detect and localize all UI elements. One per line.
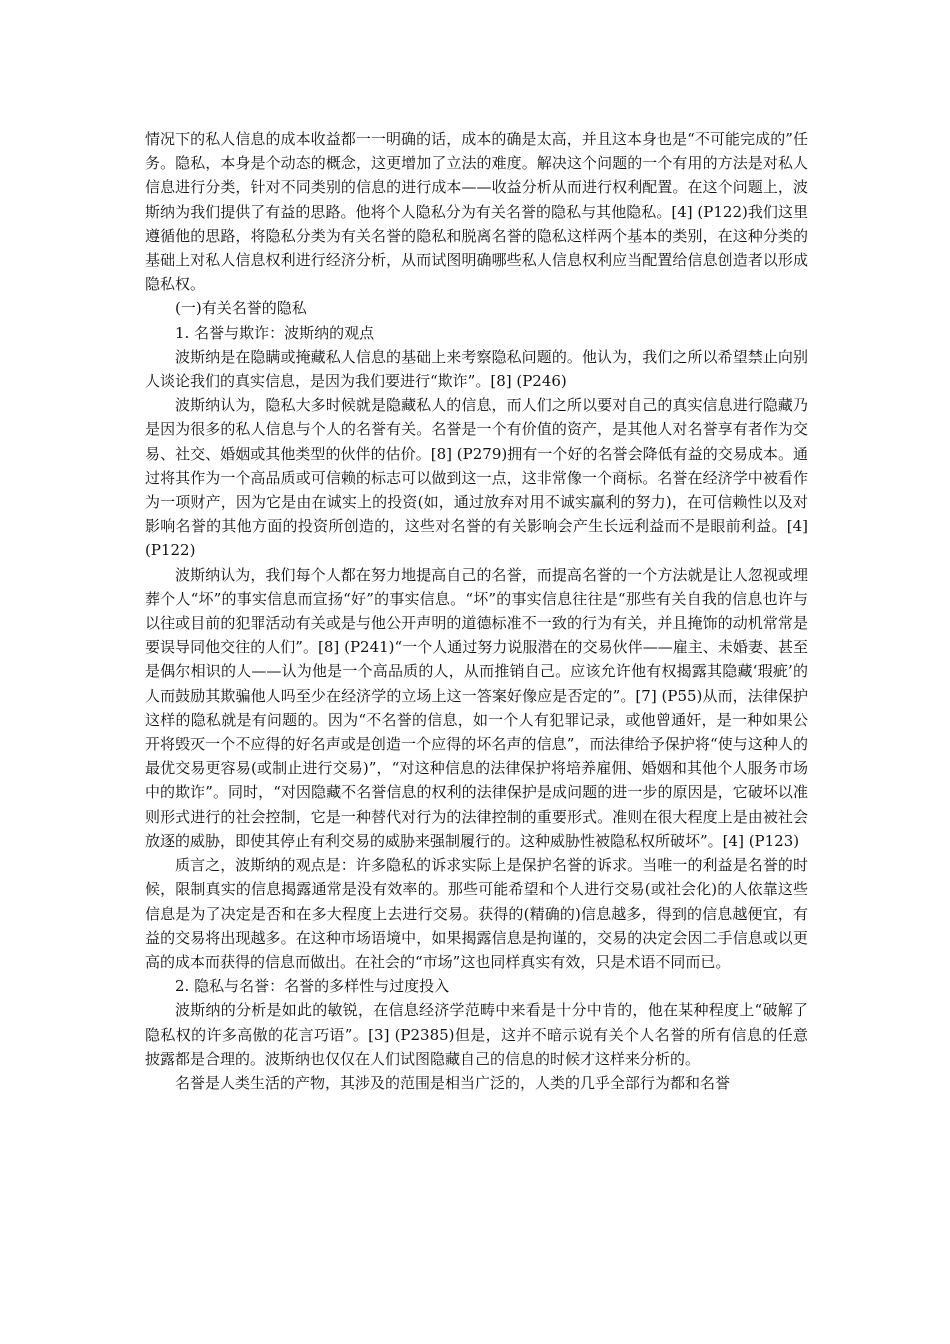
paragraph: 名誉是人类生活的产物，其涉及的范围是相当广泛的，人类的几乎全部行为都和名誉 — [175, 1073, 731, 1092]
subsection-heading-privacy-reputation: 2. 隐私与名誉：名誉的多样性与过度投入 — [175, 977, 450, 996]
section-heading-reputation-privacy: (一)有关名誉的隐私 — [175, 299, 307, 318]
paragraph: 波斯纳是在隐瞒或掩藏私人信息的基础上来考察隐私问题的。他认为，我们之所以希望禁止向别人谈论我们的真实信息，是因为我们要进行“欺诈”。[8] (P246) — [145, 347, 808, 391]
paragraph: 波斯纳认为，隐私大多时候就是隐藏私人的信息，而人们之所以要对自己的真实信息进行隐藏乃是因为很多的私人信息与个人的名誉有关。名誉是一个有价值的资产，是其他人对名誉享有者作为交易、社交、婚姻或其他类型的伙伴的估价。[8] (P279)拥有一个好的名誉会降低有益的交易成本。通过将其作为一个高品质或可信赖的标志可以做到这一点，这非常像一个商标。名誉在经济学中被看作为一项财产，因为它是由在诚实上的投资(如，通过放弃对用不诚实赢利的努力)，在可信赖性以及对影响名誉的其他方面的投资所创造的，这些对名誉的有关影响会产生长远利益而不是眼前利益。[4] (P122) — [145, 396, 808, 560]
paragraph: 波斯纳的分析是如此的敏锐，在信息经济学范畴中来看是十分中肯的，他在某种程度上“破解了隐私权的许多高傲的花言巧语”。[3] (P2385)但是，这并不暗示说有关个人名誉的所有信息的任意披露都是合理的。波斯纳也仅仅在人们试图隐藏自己的信息的时候才这样来分析的。 — [145, 1001, 808, 1068]
paragraph: 质言之，波斯纳的观点是：许多隐私的诉求实际上是保护名誉的诉求。当唯一的利益是名誉的时候，限制真实的信息揭露通常是没有效率的。那些可能希望和个人进行交易(或社会化)的人依靠这些信息是为了决定是否和在多大程度上去进行交易。获得的(精确的)信息越多，得到的信息越便宜，有益的交易将出现越多。在这种市场语境中，如果揭露信息是拘谨的，交易的决定会因二手信息或以更高的成本而获得的信息而做出。在社会的“市场”这也同样真实有效，只是术语不同而已。 — [145, 856, 808, 971]
subsection-heading-reputation-fraud: 1. 名誉与欺诈：波斯纳的观点 — [175, 323, 375, 342]
paragraph-continued: 情况下的私人信息的成本收益都一一明确的话，成本的确是太高，并且这本身也是“不可能完成的”任务。隐私，本身是个动态的概念，这更增加了立法的难度。解决这个问题的一个有用的方法是对私人信息进行分类，针对不同类别的信息的进行成本——收益分析从而进行权利配置。在这个问题上，波斯纳为我们提供了有益的思路。他将个人隐私分为有关名誉的隐私与其他隐私。[4] (P122)我们这里遵循他的思路，将隐私分类为有关名誉的隐私和脱离名誉的隐私这样两个基本的类别，在这种分类的基础上对私人信息权利进行经济分析，从而试图明确哪些私人信息权利应当配置给信息创造者以形成隐私权。 — [145, 130, 808, 294]
document-body — [145, 127, 808, 1095]
paragraph: 波斯纳认为，我们每个人都在努力地提高自己的名誉，而提高名誉的一个方法就是让人忽视或埋葬个人“坏”的事实信息而宣扬“好”的事实信息。“坏”的事实信息往往是“那些有关自我的信息也许与以往或目前的犯罪活动有关或是与他公开声明的道德标准不一致的行为有关，并且掩饰的动机常常是要误导同他交往的人们”。[8] (P241)“一个人通过努力说服潜在的交易伙伴——雇主、未婚妻、甚至是偶尔相识的人——认为他是一个高品质的人，从而推销自己。应该允许他有权揭露其隐藏‘瑕疵’的人而鼓励其欺骗他人吗至少在经济学的立场上这一答案好像应是否定的”。[7] (P55)从而，法律保护这样的隐私就是有问题的。因为“不名誉的信息，如一个人有犯罪记录，或他曾通奸，是一种如果公开将毁灭一个不应得的好名声或是创造一个应得的坏名声的信息”，而法律给予保护将“使与这种人的最优交易更容易(或制止进行交易)”，“对这种信息的法律保护将培养雇佣、婚姻和其他个人服务市场中的欺诈”。同时，“对因隐藏不名誉信息的权利的法律保护是成问题的进一步的原因是，它破坏以准则形式进行的社会控制，它是一种替代对行为的法律控制的重要形式。准则在很大程度上是由被社会放逐的威胁，即使其停止有利交易的威胁来强制履行的。这种威胁性被隐私权所破坏”。[4] (P123) — [145, 565, 808, 850]
